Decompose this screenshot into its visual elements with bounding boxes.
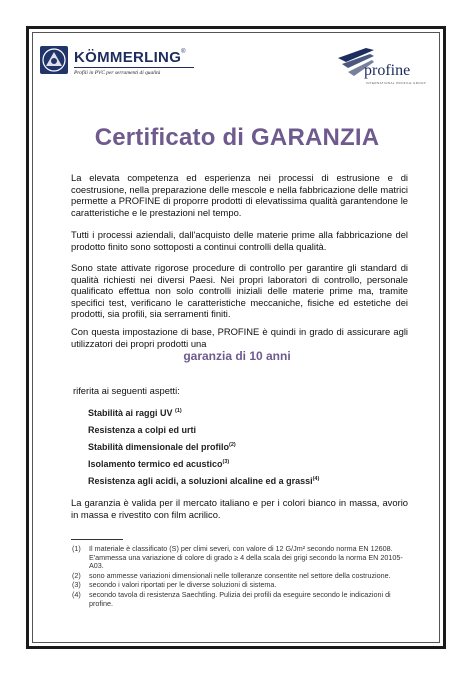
aspect-item: Stabilità ai raggi UV $^{(1)}$ (88, 408, 182, 418)
partner-subtitle: INTERNATIONAL PROFILE GROUP (366, 81, 426, 85)
aspect-item: Resistenza agli acidi, a soluzioni alcaline ed a grassi$^{(4)}$ (88, 476, 320, 486)
footnote: (1) Il materiale è classificato (S) per climi severi, con valore di 12 G/Jm² secondo norma EN 12608. E'ammessa una variazione di colore di grado ≥ 4 della scala dei grigi secondo la norma EN 20105-A03. (72, 544, 403, 571)
brand-rule (74, 67, 194, 68)
paragraph-1: La elevata competenza ed esperienza nei processi di estrusione e di coestrusione, nella preparazione delle mescole e nella fabbricazione delle matrici permette a PROFINE di proporre prodotti di elevatissima qualità garantendone le caratteristiche e le prestazioni nel tempo. (71, 172, 408, 218)
partner-name: profine (364, 62, 411, 79)
kommerling-emblem-icon (40, 46, 68, 74)
footnote: (4) secondo tavola di resistenza Saechtling. Pulizia dei profili da eseguire secondo le indicazioni di profine. (72, 589, 391, 608)
aspect-item: Isolamento termico ed acustico$^{(3)}$ (88, 459, 230, 469)
closing-paragraph: La garanzia è valida per il mercato italiano e per i colori bianco in massa, avorio in massa e rivestito con film acrilico. (71, 497, 408, 520)
certificate-title: Certificato di GARANZIA (94, 124, 380, 151)
brand-tagline: Profili in PVC per serramenti di qualità (74, 70, 161, 76)
footnotes (72, 544, 411, 609)
paragraph-2: Tutti i processi aziendali, dall'acquisto delle materie prime alla fabbricazione del prodotto finito sono sottoposti a continui controlli della qualità. (71, 229, 408, 252)
brand-name: KÖMMERLING® (74, 49, 186, 66)
warranty-highlight: garanzia di 10 anni (183, 349, 291, 363)
paragraph-3: Sono state attivate rigorose procedure di controllo per garantire gli standard di qualità richiesti nei diversi Paesi. Nei propri laboratori di controllo, personale qualificato effettua non solo controlli iniziali delle materie prime ma, tramite specifici test, verificano le caratteristiche meccaniche, fisiche ed estetiche dei prodotti, sia profili, sia serramenti finiti. (71, 262, 408, 320)
aspect-item: Resistenza a colpi ed urti (88, 425, 197, 435)
footnote-rule (71, 539, 123, 540)
paragraph-4: Con questa impostazione di base, PROFINE è quindi in grado di assicurare agli utilizzatori dei propri prodotti una (71, 326, 408, 349)
aspect-item: Stabilità dimensionale del profilo$^{(2)}$ (88, 442, 236, 452)
aspects-list (88, 405, 388, 490)
aspects-intro: riferita ai seguenti aspetti: (73, 385, 180, 396)
footnote: (3) secondo i valori riportati per le diverse soluzioni di sistema. (72, 580, 277, 590)
profine-logo (330, 46, 430, 90)
footnote: (2) sono ammesse variazioni dimensionali nelle tolleranze consentite nel settore della costruzione. (72, 570, 391, 580)
kommerling-logo (40, 46, 190, 82)
